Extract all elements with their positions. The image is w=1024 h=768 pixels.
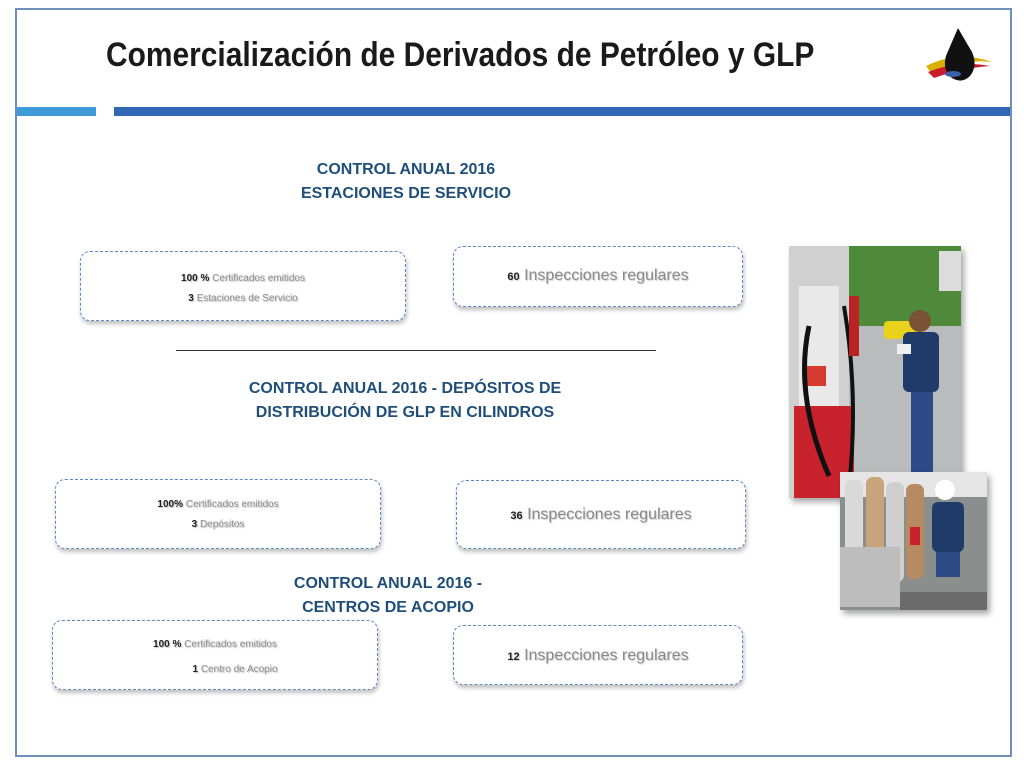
facility-count: 3 — [191, 519, 198, 530]
inspections-line — [457, 506, 745, 524]
heading-line: CONTROL ANUAL 2016 - DEPÓSITOS DE — [248, 380, 562, 397]
certificates-line — [53, 639, 377, 650]
heading-line: ESTACIONES DE SERVICIO — [300, 185, 512, 202]
cert-percent: 100% — [157, 499, 183, 510]
certificates-line — [81, 273, 405, 284]
inspections-line — [454, 647, 742, 665]
accent-bar-right — [114, 107, 1010, 116]
accent-bar-left — [17, 107, 96, 116]
inspections-box-stations — [453, 246, 743, 307]
facility-count: 3 — [188, 293, 194, 304]
inspections-count: 60 — [507, 271, 520, 283]
cert-label: Certificados emitidos — [184, 639, 277, 650]
facility-label: Estaciones de Servicio — [196, 293, 298, 304]
heading-line: DISTRIBUCIÓN DE GLP EN CILINDROS — [255, 404, 555, 421]
facility-label: Depósitos — [199, 519, 245, 530]
cert-percent: 100 % — [181, 273, 210, 284]
cert-label: Certificados emitidos — [185, 499, 279, 510]
inspections-box-collection — [453, 625, 743, 685]
inspections-count: 36 — [510, 510, 523, 522]
heading-line: CONTROL ANUAL 2016 — [316, 161, 496, 178]
section-heading-collection — [238, 572, 538, 620]
facility-label: Centro de Acopio — [200, 664, 278, 675]
facility-line — [56, 519, 380, 530]
section-heading-stations — [256, 158, 556, 206]
inspections-line — [454, 267, 742, 285]
certificates-box-deposits — [55, 479, 381, 549]
inspections-box-deposits — [456, 480, 746, 549]
oil-drop-logo-icon — [918, 22, 998, 92]
certificates-box-collection — [52, 620, 378, 690]
inspections-label: Inspecciones regulares — [527, 506, 692, 523]
section-divider — [176, 350, 656, 351]
certificates-box-stations — [80, 251, 406, 321]
inspections-label: Inspecciones regulares — [524, 267, 689, 284]
heading-line: CENTROS DE ACOPIO — [302, 599, 474, 616]
section-heading-deposits — [205, 377, 605, 425]
slide-title: Comercialización de Derivados de Petróleo y GLP — [106, 36, 815, 74]
cert-percent: 100 % — [153, 639, 182, 650]
glp-cylinders-inspection-photo — [840, 472, 987, 610]
facility-count: 1 — [192, 664, 199, 675]
facility-line — [81, 293, 405, 304]
heading-line: CONTROL ANUAL 2016 - — [293, 575, 483, 592]
cert-label: Certificados emitidos — [212, 273, 305, 284]
inspections-count: 12 — [507, 651, 520, 663]
facility-line — [73, 664, 397, 675]
inspections-label: Inspecciones regulares — [524, 647, 689, 664]
gas-station-inspection-photo — [789, 246, 961, 498]
certificates-line — [56, 499, 380, 510]
